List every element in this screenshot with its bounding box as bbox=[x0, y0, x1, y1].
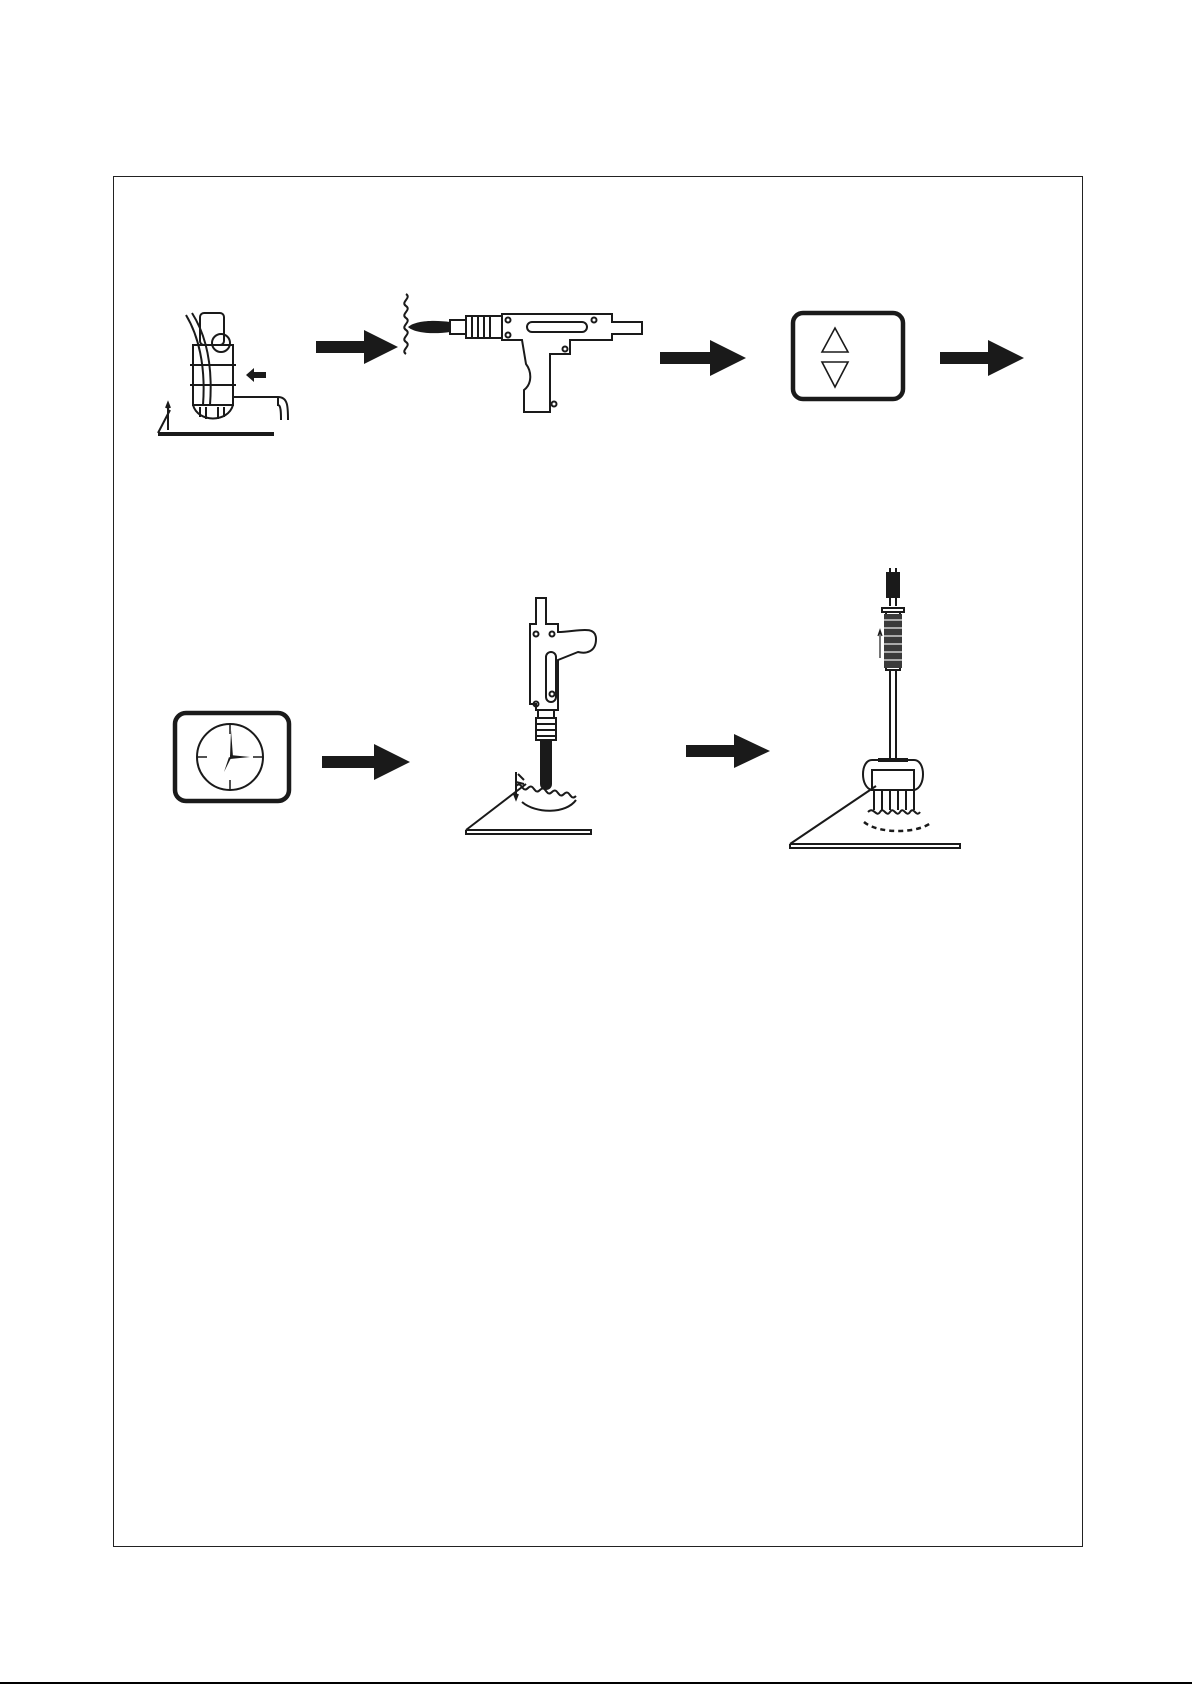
slide-hammer-puller-icon bbox=[788, 568, 964, 850]
timer-clock-icon bbox=[172, 710, 292, 804]
ground-clamp-icon bbox=[158, 305, 288, 440]
arrow-right-icon bbox=[940, 340, 1024, 376]
bottom-rule bbox=[0, 1682, 1192, 1684]
arrow-right-icon bbox=[316, 330, 398, 364]
arrow-right-icon bbox=[660, 340, 746, 376]
arrow-right-icon bbox=[686, 734, 770, 768]
up-down-adjust-icon bbox=[790, 310, 906, 402]
gun-welding-on-panel-icon bbox=[466, 594, 596, 836]
arrow-right-icon bbox=[322, 744, 410, 780]
spot-welder-gun-icon bbox=[402, 292, 650, 422]
